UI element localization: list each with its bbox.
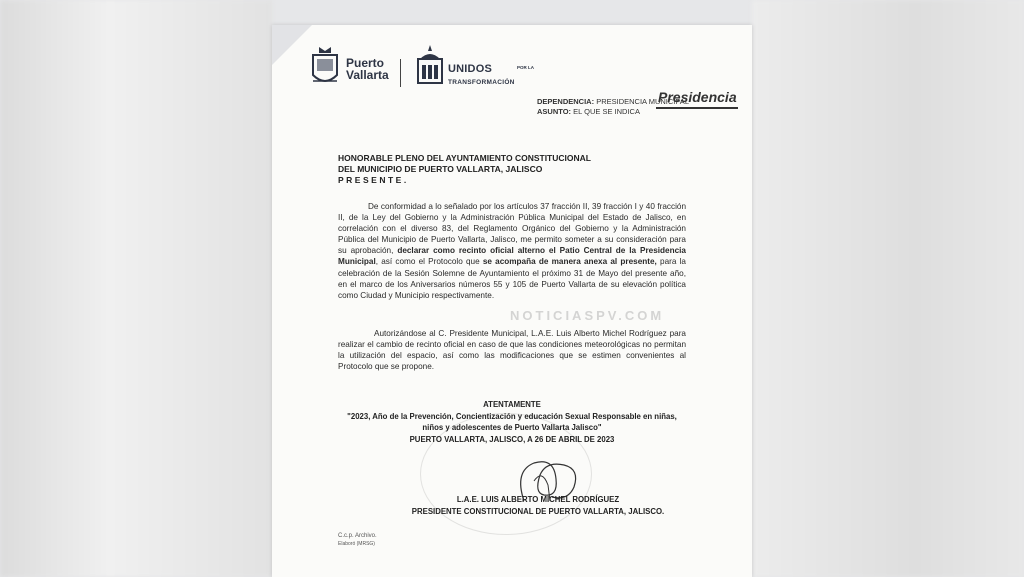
transformacion-text: TRANSFORMACIÓN xyxy=(448,79,515,86)
elaboro-line: Elaboró (MRSG) xyxy=(338,541,375,547)
asunto-value: EL QUE SE INDICA xyxy=(573,107,640,116)
addressee xyxy=(338,153,591,186)
document-page xyxy=(272,25,752,577)
background-right xyxy=(752,0,1024,577)
dependencia-label: DEPENDENCIA: xyxy=(537,97,595,106)
unidos-por-text: POR LA xyxy=(517,65,535,70)
p1-bold-b: declarar como recinto oficial alterno el Patio Central de la Presidencia Municipal xyxy=(338,246,686,267)
ccp-line: C.c.p. Archivo. xyxy=(338,533,377,539)
signer-name: L.A.E. LUIS ALBERTO MICHEL RODRÍGUEZ xyxy=(456,495,620,504)
p1-bold-d: se acompaña de manera anexa al presente, xyxy=(482,257,657,267)
p1-text-e: para la celebración de la Sesión Solemne de Ayuntamiento el próximo 31 de Mayo del presente año, en el marco de los Aniversarios números 55 y 105 de Puerto Vallarta de su elevación política como Ciudad y Municipio respectivamente. xyxy=(338,257,686,300)
city-name xyxy=(346,57,389,81)
unidos-logo xyxy=(414,43,554,95)
signer-block xyxy=(338,494,738,518)
addressee-line1: HONORABLE PLENO DEL AYUNTAMIENTO CONSTITUCIONAL xyxy=(338,153,591,163)
atentamente: ATENTAMENTE xyxy=(483,400,541,409)
signer-title: PRESIDENTE CONSTITUCIONAL DE PUERTO VALLARTA, JALISCO. xyxy=(411,507,665,516)
addressee-line2: DEL MUNICIPIO DE PUERTO VALLARTA, JALISCO xyxy=(338,164,543,174)
copy-notes xyxy=(338,532,377,548)
body-paragraph-1 xyxy=(338,201,686,301)
motto-line1: "2023, Año de la Prevención, Concientización y educación Sexual Responsable en niñas, xyxy=(347,411,677,421)
background-left xyxy=(0,0,272,577)
unidos-text: UNIDOS xyxy=(448,63,492,75)
asunto-label: ASUNTO: xyxy=(537,107,572,116)
body-paragraph-2: Autorizándose al C. Presidente Municipal, L.A.E. Luis Alberto Michel Rodríguez para realizar el cambio de recinto oficial en caso de que las condiciones meteorológicas no permitan la utilización del espacio, así como las modificaciones que se estimen convenientes al Protocolo que se propone. xyxy=(338,329,686,372)
p1-text-a: De conformidad a lo señalado por los artículos 37 fracción II, 39 fracción I y 40 fracción II, de la Ley del Gobierno y la Administración Pública Municipal del Estado de Jalisco, en correlación con el diverso 83, del Reglamento Orgánico del Gobierno y la Administración Pública del Municipio de Puerto Vallarta, Jalisco, me permito someter a su consideración para su aprobación, xyxy=(338,202,686,256)
addressee-line3: PRESENTE. xyxy=(338,175,409,185)
building-icon xyxy=(414,43,446,89)
city-name-line2: Vallarta xyxy=(346,68,389,82)
motto-line2: niños y adolescentes de Puerto Vallarta Jalisco" xyxy=(422,423,602,432)
asunto-line xyxy=(537,107,689,117)
puerto-vallarta-logo xyxy=(306,43,401,95)
place-date: PUERTO VALLARTA, JALISCO, A 26 DE ABRIL DE 2023 xyxy=(409,434,615,444)
p1-text-c: , así como el Protocolo que xyxy=(375,257,483,267)
closing-block xyxy=(338,399,686,445)
document-meta xyxy=(537,97,689,117)
dependencia-line xyxy=(537,97,689,107)
dependencia-value: PRESIDENCIA MUNICIPAL xyxy=(596,97,689,106)
watermark: NOTICIASPV.COM xyxy=(510,308,665,323)
city-name-line1: Puerto xyxy=(346,56,385,70)
logo-divider xyxy=(400,59,401,87)
city-shield-icon xyxy=(309,45,341,89)
presidencia-label: Presidencia xyxy=(658,89,737,105)
